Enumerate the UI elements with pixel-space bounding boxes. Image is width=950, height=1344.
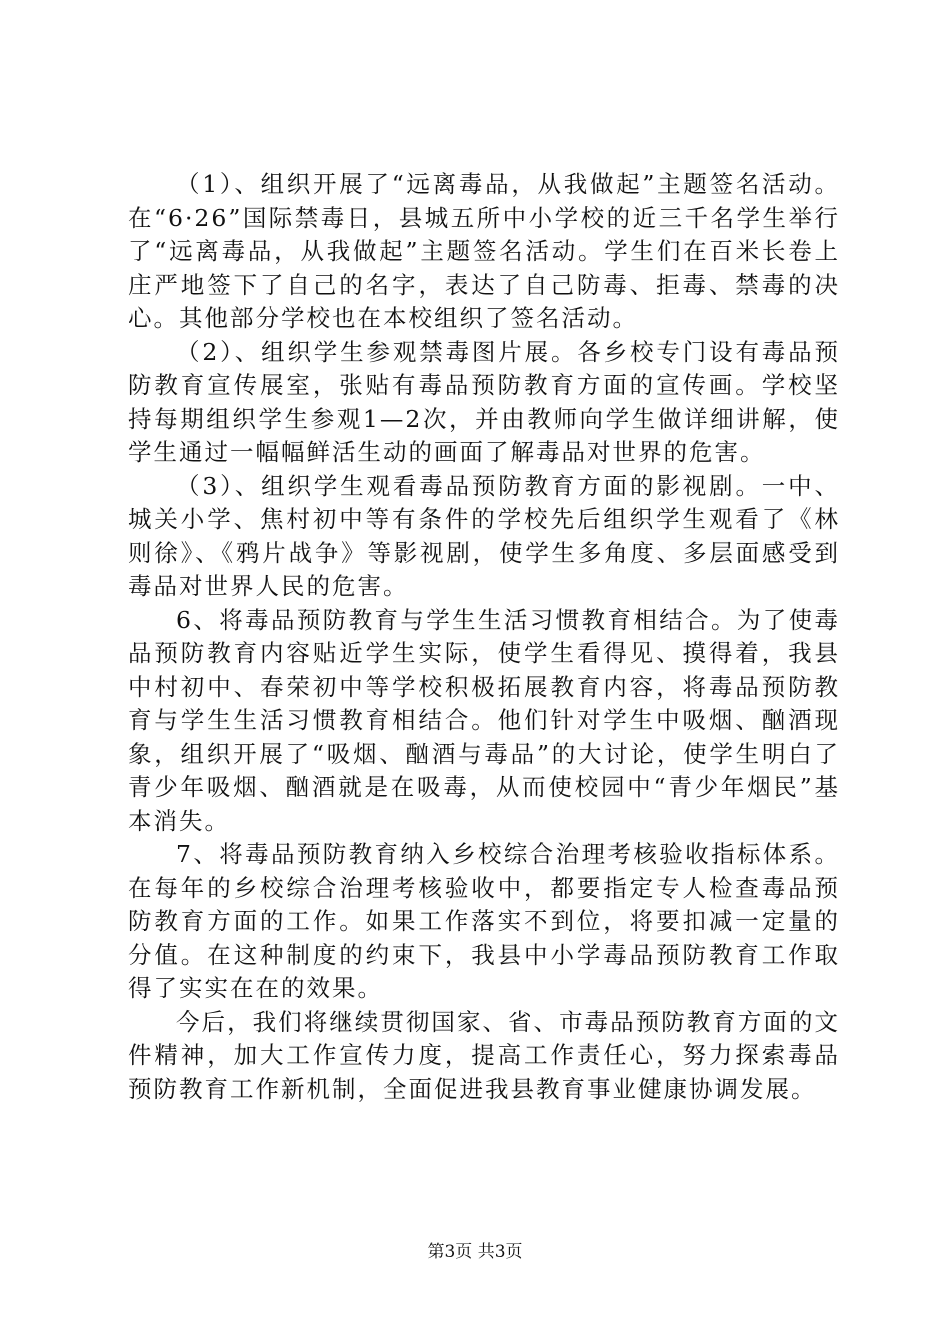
- page-number-footer: 第3页 共3页: [427, 1242, 523, 1262]
- paragraph-conclusion: 今后，我们将继续贯彻国家、省、市毒品预防教育方面的文件精神，加大工作宣传力度，提高工作责任心，努力探索毒品预防教育工作新机制，全面促进我县教育事业健康协调发展。: [128, 1007, 840, 1103]
- paragraph-living-habits: 6、将毒品预防教育与学生生活习惯教育相结合。为了使毒品预防教育内容贴近学生实际，使学生看得见、摸得着，我县中村初中、春荣初中等学校积极拓展教育内容，将毒品预防教育与学生生活习惯教育相结合。他们针对学生中吸烟、酗酒现象，组织开展了“吸烟、酗酒与毒品”的大讨论，使学生明白了青少年吸烟、酗酒就是在吸毒，从而使校园中“青少年烟民”基本消失。: [128, 605, 840, 835]
- paragraph-film-viewing: （3）、组织学生观看毒品预防教育方面的影视剧。一中、城关小学、焦村初中等有条件的学校先后组织学生观看了《林则徐》、《鸦片战争》等影视剧，使学生多角度、多层面感受到毒品对世界人民的危害。: [128, 471, 840, 600]
- paragraph-photo-exhibition: （2）、组织学生参观禁毒图片展。各乡校专门设有毒品预防教育宣传展室，张贴有毒品预防教育方面的宣传画。学校坚持每期组织学生参观1—2次，并由教师向学生做详细讲解，使学生通过一幅幅鲜活生动的画面了解毒品对世界的危害。: [128, 337, 840, 466]
- paragraph-assessment-system: 7、将毒品预防教育纳入乡校综合治理考核验收指标体系。在每年的乡校综合治理考核验收中，都要指定专人检查毒品预防教育方面的工作。如果工作落实不到位，将要扣减一定量的分值。在这种制度的约束下，我县中小学毒品预防教育工作取得了实实在在的效果。: [128, 840, 840, 1002]
- paragraph-signature-activity: （1）、组织开展了“远离毒品，从我做起”主题签名活动。在“6·26”国际禁毒日，县城五所中小学校的近三千名学生举行了“远离毒品，从我做起”主题签名活动。学生们在百米长卷上庄严地签下了自己的名字，表达了自己防毒、拒毒、禁毒的决心。其他部分学校也在本校组织了签名活动。: [128, 170, 840, 332]
- document-body: [128, 168, 840, 1106]
